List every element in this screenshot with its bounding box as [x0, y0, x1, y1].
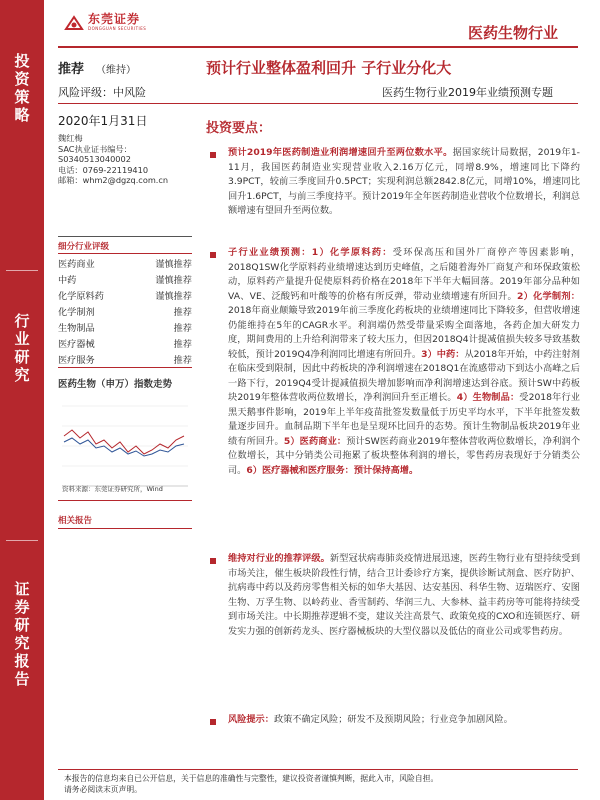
side-label-strategy — [0, 52, 44, 124]
analyst-cert-label: SAC执业证书编号： — [58, 143, 132, 154]
side-label-report — [0, 580, 44, 688]
side-divider — [6, 270, 38, 271]
bullet-icon — [210, 719, 216, 725]
ratings-heading: 细分行业评级 — [58, 242, 110, 252]
side-label-char: 告 — [14, 670, 30, 688]
rating-row-name: 化学原料药 — [58, 291, 104, 302]
analyst-cert-no: S0340513040002 — [58, 154, 131, 164]
side-label-char: 行 — [14, 312, 30, 330]
related-top-rule — [58, 500, 192, 501]
rating-row-value: 谨慎推荐 — [155, 259, 192, 270]
point-body: 政策不确定风险；研发不及预期风险；行业竞争加剧风险。 — [273, 714, 513, 725]
side-label-char: 略 — [14, 106, 30, 124]
bullet-icon — [210, 152, 216, 158]
company-logo — [64, 13, 146, 32]
point-lead: 子行业业绩预测： — [228, 247, 312, 258]
rating-row — [58, 350, 192, 366]
disclaimer — [64, 773, 584, 795]
subsector-formulation-text: 2018年商业颠簸导致2019年前三季度化药板块的业绩增速同比下降较多，但营收增速仍能维持在5年的CAGR水平。利润端仍然受带量采购全面落地，各药企加大研发力度，期间费用的上升给利润带来了较大压力，但因2018Q4计提减值损失较多导致基数较低，预计2019Q4净利润同比增速有所回升。 — [228, 305, 580, 360]
subsector-tcm: 3）中药： — [421, 348, 465, 360]
side-divider — [6, 540, 38, 541]
side-label-char: 研 — [14, 616, 30, 634]
chart-title: 医药生物（申万）指数走势 — [58, 379, 173, 390]
side-label-char: 策 — [14, 88, 30, 106]
side-label-char: 究 — [14, 634, 30, 652]
point-lead: 风险提示： — [228, 714, 274, 725]
report-title: 预计行业整体盈利回升 子行业分化大 — [206, 59, 452, 77]
industry-title: 医药生物行业 — [467, 24, 558, 42]
ratings-bottom-rule — [58, 367, 192, 368]
subsector-devices-services-text: 预计保持高增。 — [353, 464, 419, 476]
bullet-icon — [210, 252, 216, 258]
rating-row-value: 谨慎推荐 — [155, 291, 192, 302]
point-lead: 预计2019年医药制造业利润增速回升至两位数水平。 — [228, 147, 453, 158]
analyst-name: 魏红梅 — [58, 133, 83, 143]
side-band — [0, 0, 44, 800]
side-label-char: 研 — [14, 348, 30, 366]
rating-row-name: 医疗服务 — [58, 355, 95, 366]
related-heading: 相关报告 — [58, 516, 93, 526]
side-label-char: 投 — [14, 52, 30, 70]
rating-row — [58, 334, 192, 350]
subsector-commerce: 5）医药商业： — [283, 435, 347, 447]
rating-row-value: 推荐 — [173, 307, 192, 318]
side-label-char: 证 — [14, 580, 30, 598]
rating-row-value: 推荐 — [173, 339, 192, 350]
side-label-char: 究 — [14, 366, 30, 384]
side-label-char: 券 — [14, 598, 30, 616]
rating-row — [58, 254, 192, 270]
related-rule — [58, 528, 192, 529]
title-rule — [58, 103, 578, 104]
rating-row-value: 推荐 — [173, 355, 192, 366]
rating-row — [58, 270, 192, 286]
rating-row-name: 中药 — [58, 275, 77, 286]
subsector-formulation: 2）化学制剂： — [516, 290, 580, 302]
subsector-api-text: 受环保高压和国外厂商停产等因素影响，2018Q1SW化学原料药业绩增速达到历史峰值，之后随着海外厂商复产和环保政策松动，原料药产量提升促使原料药价格在2018年下半年大幅回落。2019年部分品种如VA、VE、泛酸钙和叶酸等的价格有所反弹，带动业绩增速有所回升。 — [228, 247, 581, 302]
rating-row — [58, 302, 192, 318]
point-subsector-forecast — [228, 246, 580, 478]
side-label-char: 资 — [14, 70, 30, 88]
subsector-tcm-text: 从2018年开始，中药注射剂在临床受到限制，因此中药板块的净利润增速在2018Q1在流感带动下到达小高峰之后一路下行，2019Q4受计提减值损失增加影响而净利润增速达到谷底。预计SW中药板块2019年整体营收两位数增长，净利润回升至正增长。 — [228, 348, 580, 403]
side-label-char: 业 — [14, 330, 30, 348]
point-lead: 维持对行业的推荐评级。 — [228, 553, 330, 564]
logo-english: DONGGUAN SECURITIES — [88, 26, 147, 31]
rating-note: （维持） — [96, 65, 137, 76]
side-label-industry — [0, 312, 44, 384]
rating-row-name: 医疗器械 — [58, 339, 95, 350]
footer-rule — [58, 769, 578, 770]
point-body: 据国家统计局数据，2019年1-11月，我国医药制造业实现营业收入2.16万亿元，同增8.9%，增速同比下降约3.9PCT，较前三季度回升0.5PCT；实现利润总额2842.8亿元，同增10%，增速同比回升1.6PCT，与前三季度持平。预计2019年全年医药制造业营收个位数增长，利润总额增速有望回升至两位数。 — [228, 147, 581, 216]
analyst-email[interactable]: 邮箱：whm2@dgzq.com.cn — [58, 175, 169, 185]
analyst-info — [58, 133, 168, 186]
rating-value: 推荐 — [58, 62, 85, 77]
analyst-phone: 电话：0769-22119410 — [58, 164, 149, 175]
rating-row-name: 医药商业 — [58, 259, 95, 270]
subsector-biologics: 4）生物制品： — [456, 392, 520, 403]
rating-row-name: 生物制品 — [58, 323, 95, 334]
logo-name: 东莞证券 — [88, 12, 141, 26]
report-subtitle: 医药生物行业2019年业绩预测专题 — [382, 86, 553, 99]
report-date: 2020年1月31日 — [58, 114, 148, 128]
subsector-biologics-text: 受2018年行业黑天鹅事件影响，2019年上半年疫苗批签发数量低于历史平均水平，下半年批签发数量逐步回升。血制品期下半年也是呈现环比回升的态势。预计生物制品板块2019年业绩有所回升。 — [228, 392, 580, 447]
rating — [58, 58, 136, 77]
header-rule — [58, 46, 578, 48]
ratings-top-rule — [58, 236, 192, 237]
subsector-commerce-text: 预计SW医药商业2019年整体营收两位数增长，净利润个位数增长，其中分销类公司拖累了板块整体利润的增长，零售药房表现好于分销类公司。 — [228, 435, 581, 476]
risk-level: 风险评级：中风险 — [58, 86, 146, 99]
rating-row — [58, 286, 192, 302]
disclaimer-line: 本报告的信息均来自已公开信息，关于信息的准确性与完整性，建议投资者谨慎判断，据此入市，风险自担。 — [64, 774, 439, 783]
point-recommendation — [228, 552, 580, 639]
rating-row-name: 化学制剂 — [58, 307, 95, 318]
point-profit-forecast — [228, 146, 580, 219]
side-label-char: 报 — [14, 652, 30, 670]
subsector-api: 1）化学原料药： — [311, 247, 393, 258]
bullet-icon — [210, 558, 216, 564]
subsector-devices-services: 6）医疗器械和医疗服务： — [246, 464, 354, 476]
point-body: 新型冠状病毒肺炎疫情进展迅速，医药生物行业有望持续受到市场关注，催生板块阶段性行情，结合卫计委诊疗方案，提供诊断试剂盒、医疗防护、抗病毒中药以及药房零售相关标的如华大基因、达安基因、科华生物、迈瑞医疗、安图生物、万孚生物、以岭药业、香雪制药、华润三九、大参林、益丰药房等可能将持续受到市场关注。中长期推荐逻辑不变，建议关注高景气、政策免疫的CXO和连锁医疗、研发实力强的创新药龙头、医疗器械板块的大型仪器以及低估的商业公司或零售药房。 — [228, 553, 581, 637]
point-risk — [228, 713, 580, 728]
rating-row-value: 推荐 — [173, 323, 192, 334]
chart-source: 资料来源：东莞证券研究所，Wind — [62, 485, 163, 493]
logo-mark-icon — [64, 15, 84, 31]
rating-row-value: 谨慎推荐 — [155, 275, 192, 286]
points-heading: 投资要点： — [206, 121, 272, 136]
disclaimer-line: 请务必阅读末页声明。 — [64, 785, 142, 794]
rating-row — [58, 318, 192, 334]
